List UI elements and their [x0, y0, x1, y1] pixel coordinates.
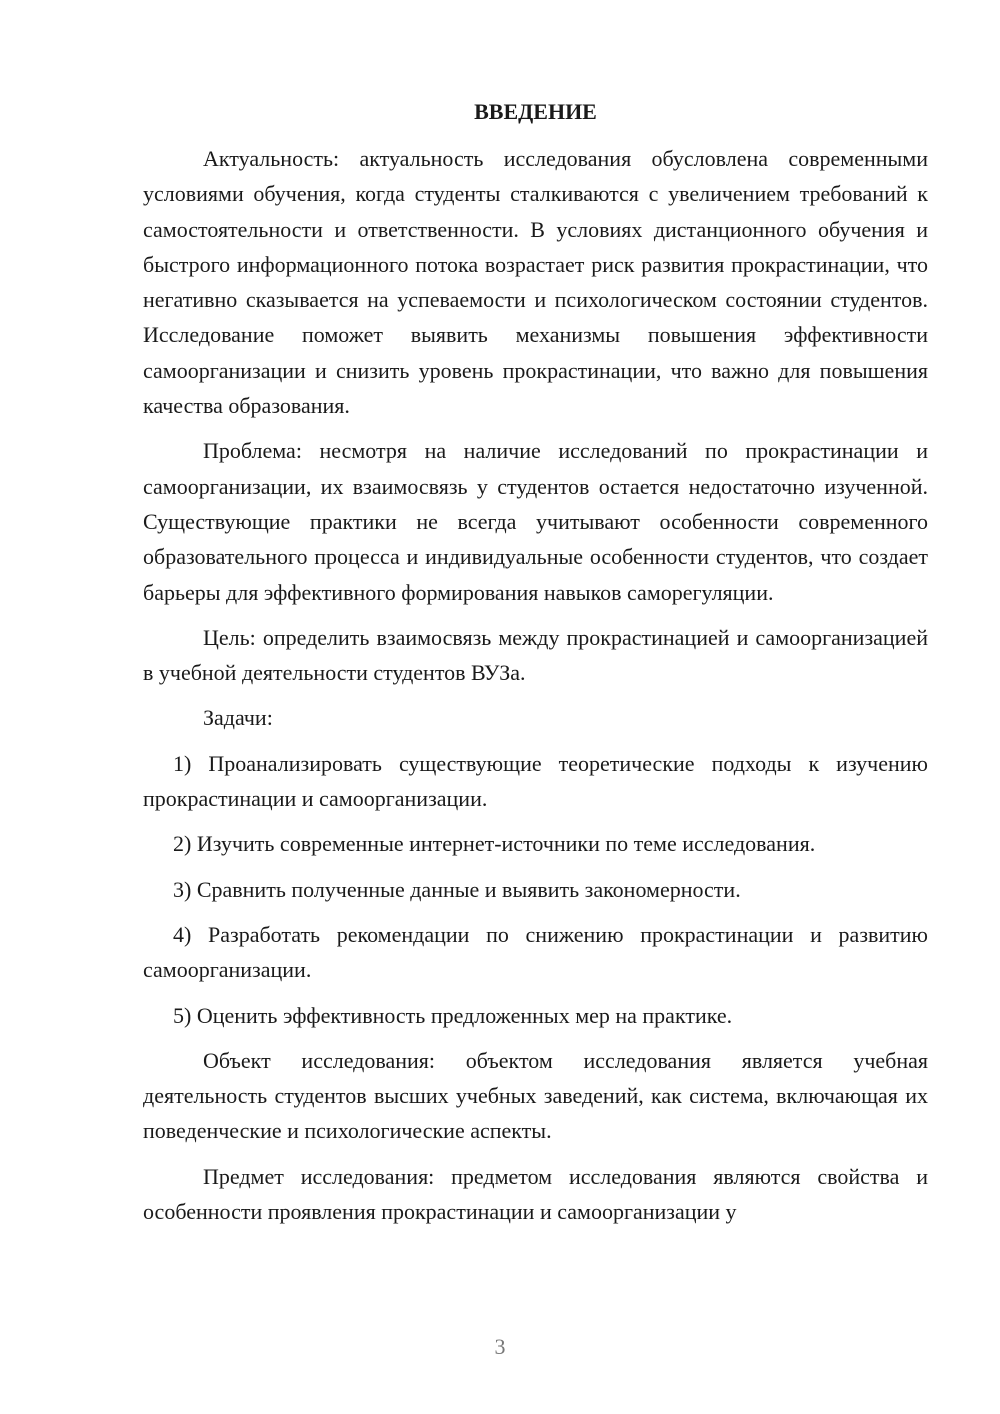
object-paragraph: Объект исследования: объектом исследования является учебная деятельность студентов высших учебных заведений, как система, включающая их поведенческие и психологические аспекты.	[143, 1047, 928, 1144]
page-number: 3	[494, 1334, 506, 1359]
task-item: 4) Разработать рекомендации по снижению прокрастинации и развитию самоорганизации.	[143, 921, 928, 983]
section-title: ВВЕДЕНИЕ	[474, 99, 597, 124]
document-page	[143, 94, 928, 1239]
relevance-paragraph: Актуальность: актуальность исследования обусловлена современными условиями обучения, когда студенты сталкиваются с увеличением требований к самостоятельности и ответственности. В условиях дистанционного обучения и быстрого информационного потока возрастает риск развития прокрастинации, что негативно сказывается на успеваемости и психологическом состоянии студентов. Исследование поможет выявить механизмы повышения эффективности самоорганизации и снизить уровень прокрастинации, что важно для повышения качества образования.	[143, 146, 928, 419]
tasks-heading: Задачи:	[203, 705, 273, 731]
task-item: 2) Изучить современные интернет-источники по теме исследования.	[173, 831, 816, 857]
subject-paragraph: Предмет исследования: предметом исследования являются свойства и особенности проявления прокрастинации и самоорганизации у	[143, 1163, 928, 1225]
task-item: 1) Проанализировать существующие теоретические подходы к изучению прокрастинации и самоорганизации.	[143, 750, 928, 812]
task-item: 3) Сравнить полученные данные и выявить закономерности.	[173, 876, 741, 902]
goal-paragraph: Цель: определить взаимосвязь между прокрастинацией и самоорганизацией в учебной деятельности студентов ВУЗа.	[143, 624, 928, 686]
problem-paragraph: Проблема: несмотря на наличие исследований по прокрастинации и самоорганизации, их взаимосвязь у студентов остается недостаточно изученной. Существующие практики не всегда учитывают особенности современного образовательного процесса и индивидуальные особенности студентов, что создает барьеры для эффективного формирования навыков саморегуляции.	[143, 438, 928, 605]
task-item: 5) Оценить эффективность предложенных мер на практике.	[173, 1002, 733, 1028]
